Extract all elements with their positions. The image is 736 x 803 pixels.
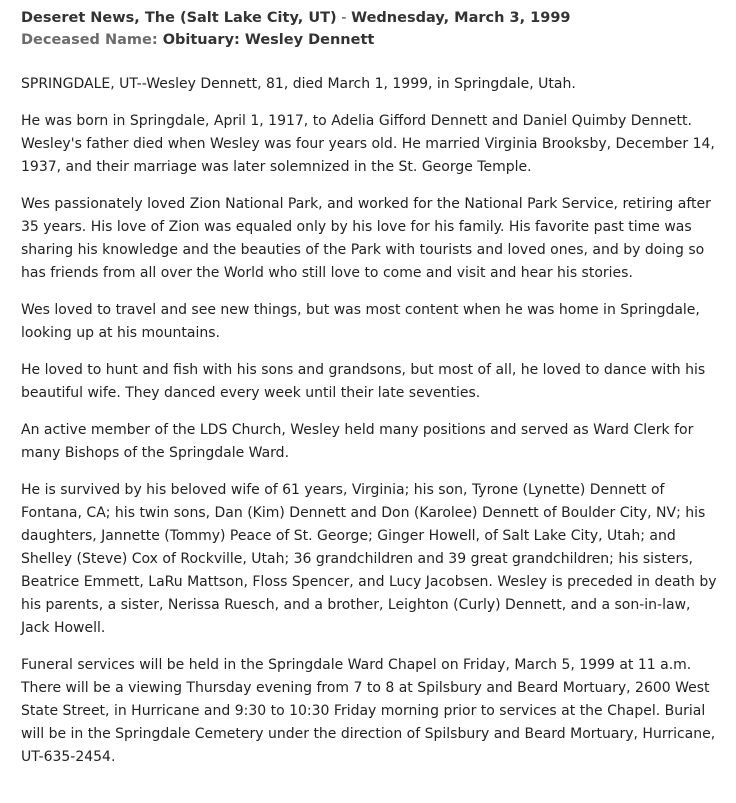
paragraph-travel: Wes loved to travel and see new things, but was most content when he was home in Springdale, looking up at his mountains. — [21, 302, 700, 341]
paragraph-church: An active member of the LDS Church, Wesley held many positions and served as Ward Clerk for many Bishops of the Springdale Ward. — [21, 422, 694, 461]
deceased-name: Obituary: Wesley Dennett — [162, 32, 375, 48]
paragraph-birth: He was born in Springdale, April 1, 1917, to Adelia Gifford Dennett and Daniel Quimby Dennett. Wesley's father died when Wesley was four years old. He married Virginia Brooksby, December 14, 1937, and their marriage was later solemnized in the St. George Temple. — [21, 113, 715, 175]
paragraph-death-notice: SPRINGDALE, UT--Wesley Dennett, 81, died March 1, 1999, in Springdale, Utah. — [21, 76, 576, 92]
publication-name: Deseret News, The (Salt Lake City, UT) — [21, 10, 337, 26]
paragraph-services: Funeral services will be held in the Springdale Ward Chapel on Friday, March 5, 1999 at 11 a.m. There will be a viewing Thursday evening from 7 to 8 at Spilsbury and Beard Mortuary, 2600 West State Street, in Hurricane and 9:30 to 10:30 Friday morning prior to services at the Chapel. Burial will be in the Springdale Cemetery under the direction of Spilsbury and Beard Mortuary, Hurricane, UT-635-2454. — [21, 657, 716, 765]
header-separator: - — [336, 10, 352, 26]
obituary-body — [21, 73, 718, 769]
paragraph-career: Wes passionately loved Zion National Park, and worked for the National Park Service, retiring after 35 years. His love of Zion was equaled only by his love for his family. His favorite past time was sharing his knowledge and the beauties of the Park with tourists and loved ones, and by doing so has friends from all over the World who still love to come and visit and hear his stories. — [21, 196, 711, 281]
deceased-header — [21, 30, 718, 51]
publication-date: Wednesday, March 3, 1999 — [351, 10, 571, 26]
paragraph-survivors: He is survived by his beloved wife of 61 years, Virginia; his son, Tyrone (Lynette) Dennett of Fontana, CA; his twin sons, Dan (Kim) Dennett and Don (Karolee) Dennett of Boulder City, NV; his daughters, Jannette (Tommy) Peace of St. George; Ginger Howell, of Salt Lake City, Utah; and Shelley (Steve) Cox of Rockville, Utah; 36 grandchildren and 39 great grandchildren; his sisters, Beatrice Emmett, LaRu Mattson, Floss Spencer, and Lucy Jacobsen. Wesley is preceded in death by his parents, a sister, Nerissa Ruesch, and a brother, Leighton (Curly) Dennett, and a son-in-law, Jack Howell. — [21, 482, 717, 636]
paragraph-hobbies: He loved to hunt and fish with his sons and grandsons, but most of all, he loved to dance with his beautiful wife. They danced every week until their late seventies. — [21, 362, 706, 401]
deceased-label: Deceased Name: — [21, 32, 158, 48]
publication-header — [21, 8, 718, 29]
